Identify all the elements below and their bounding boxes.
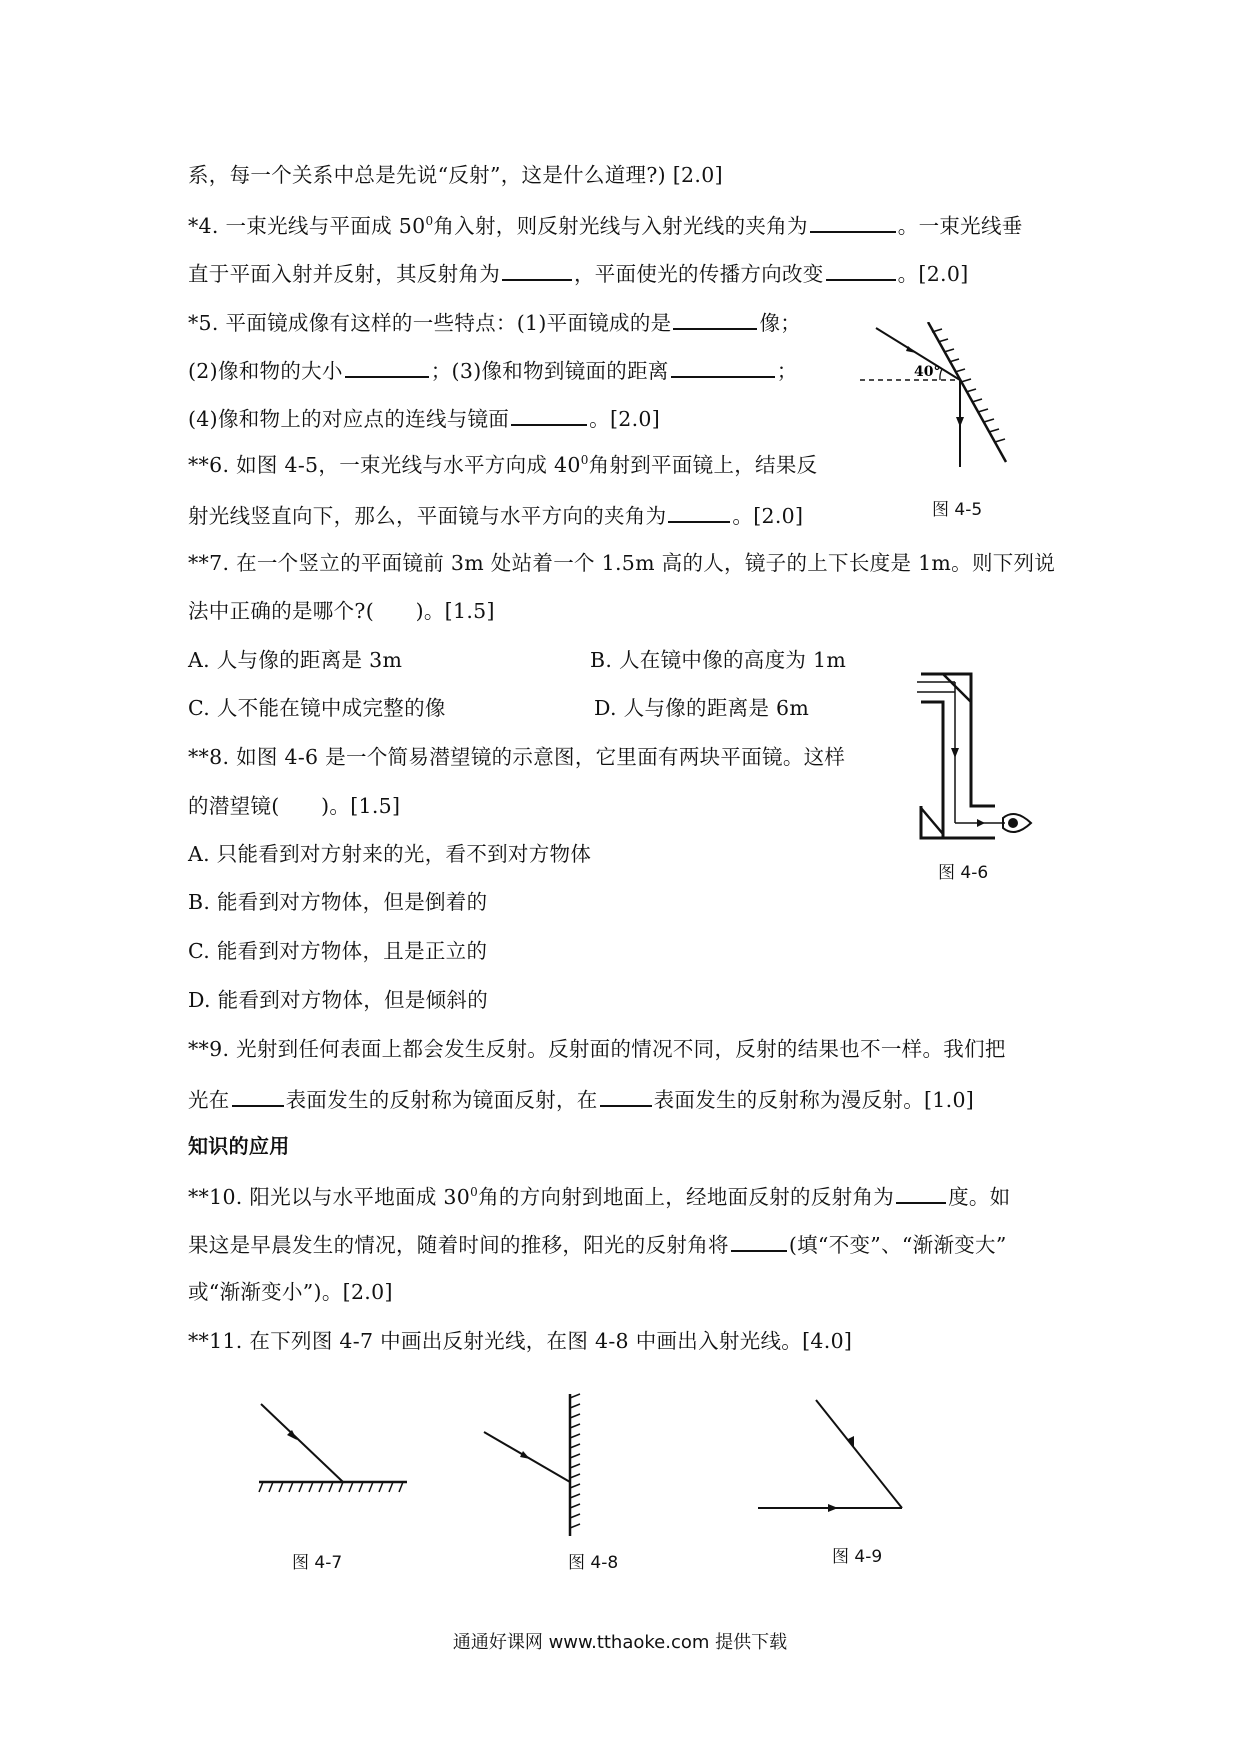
question-5-line-1: *5. 平面镜成像有这样的一些特点：(1)平面镜成的是 像； <box>188 306 801 338</box>
angle-label: 40° <box>914 364 941 380</box>
figure-caption: 图 4-8 <box>568 1553 619 1573</box>
question-7-line-2: 法中正确的是哪个?( )。[1.5] <box>188 599 495 623</box>
answer-blank[interactable] <box>668 499 730 523</box>
figure-4-9-diagram <box>754 1396 914 1516</box>
answer-blank[interactable] <box>502 257 572 281</box>
option-d: D. 能看到对方物体，但是倾斜的 <box>188 988 489 1012</box>
question-4-line-1: *4. 一束光线与平面成 $50^0$角入射，则反射光线与入射光线的夹角为 。一束光线垂 <box>188 209 1023 241</box>
figure-caption: 图 4-9 <box>832 1547 883 1567</box>
question-11-line: **11. 在下列图 4-7 中画出反射光线，在图 4-8 中画出入射光线。[4.0] <box>188 1329 853 1353</box>
figure-caption: 图 4-6 <box>938 863 989 883</box>
answer-blank[interactable] <box>600 1083 652 1107</box>
answer-blank[interactable] <box>671 354 775 378</box>
question-10-line-1: **10. 阳光以与水平地面成 $30^0$角的方向射到地面上，经地面反射的反射角为 度。如 <box>188 1180 1010 1212</box>
page-footer: 通通好课网 www.tthaoke.com 提供下载 <box>452 1632 788 1653</box>
figure-4-8-diagram <box>478 1390 588 1540</box>
answer-blank[interactable] <box>826 257 896 281</box>
question-7-line-1: **7. 在一个竖立的平面镜前 3m 处站着一个 1.5m 高的人，镜子的上下长度是 1m。则下列说 <box>188 551 1056 575</box>
answer-blank[interactable] <box>896 1180 946 1204</box>
answer-blank[interactable] <box>810 209 896 233</box>
question-4-line-2: 直于平面入射并反射，其反射角为 ，平面使光的传播方向改变 。[2.0] <box>188 257 969 289</box>
option-b: B. 人在镜中像的高度为 1m <box>590 648 847 672</box>
option-c: C. 能看到对方物体，且是正立的 <box>188 939 488 963</box>
answer-blank[interactable] <box>673 306 757 330</box>
section-heading: 知识的应用 <box>188 1134 290 1158</box>
figure-caption: 图 4-5 <box>932 500 983 520</box>
question-6-line-1: **6. 如图 4-5，一束光线与水平方向成 $40^0$角射到平面镜上，结果反 <box>188 453 818 477</box>
figure-4-7-diagram <box>255 1400 415 1500</box>
question-10-line-2: 果这是早晨发生的情况，随着时间的推移，阳光的反射角将 (填“不变”、“渐渐变大” <box>188 1228 1007 1260</box>
answer-blank[interactable] <box>232 1083 284 1107</box>
option-c: C. 人不能在镜中成完整的像 <box>188 696 446 720</box>
answer-blank[interactable] <box>345 354 429 378</box>
figure-4-6-periscope <box>915 668 1040 843</box>
question-9-line-2: 光在 表面发生的反射称为镜面反射，在 表面发生的反射称为漫反射。[1.0] <box>188 1083 974 1115</box>
question-9-line-1: **9. 光射到任何表面上都会发生反射。反射面的情况不同，反射的结果也不一样。我们把 <box>188 1037 1006 1061</box>
text-line: 系，每一个关系中总是先说“反射”，这是什么道理?) [2.0] <box>188 163 723 187</box>
question-8-line-1: **8. 如图 4-6 是一个简易潜望镜的示意图，它里面有两块平面镜。这样 <box>188 745 846 769</box>
question-10-line-3: 或“渐渐变小”)。[2.0] <box>188 1280 393 1304</box>
question-6-line-2: 射光线竖直向下，那么，平面镜与水平方向的夹角为 。[2.0] <box>188 499 803 531</box>
question-5-line-2: (2)像和物的大小 ；(3)像和物到镜面的距离 ； <box>188 354 798 386</box>
option-d: D. 人与像的距离是 6m <box>594 696 810 720</box>
figure-4-5-diagram <box>856 322 1016 477</box>
question-5-line-3: (4)像和物上的对应点的连线与镜面 。[2.0] <box>188 402 660 434</box>
answer-blank[interactable] <box>511 402 587 426</box>
figure-caption: 图 4-7 <box>292 1553 343 1573</box>
option-b: B. 能看到对方物体，但是倒着的 <box>188 890 488 914</box>
option-a: A. 只能看到对方射来的光，看不到对方物体 <box>188 842 592 866</box>
question-8-line-2: 的潜望镜( )。[1.5] <box>188 794 401 818</box>
option-a: A. 人与像的距离是 3m <box>188 648 403 672</box>
answer-blank[interactable] <box>731 1228 787 1252</box>
